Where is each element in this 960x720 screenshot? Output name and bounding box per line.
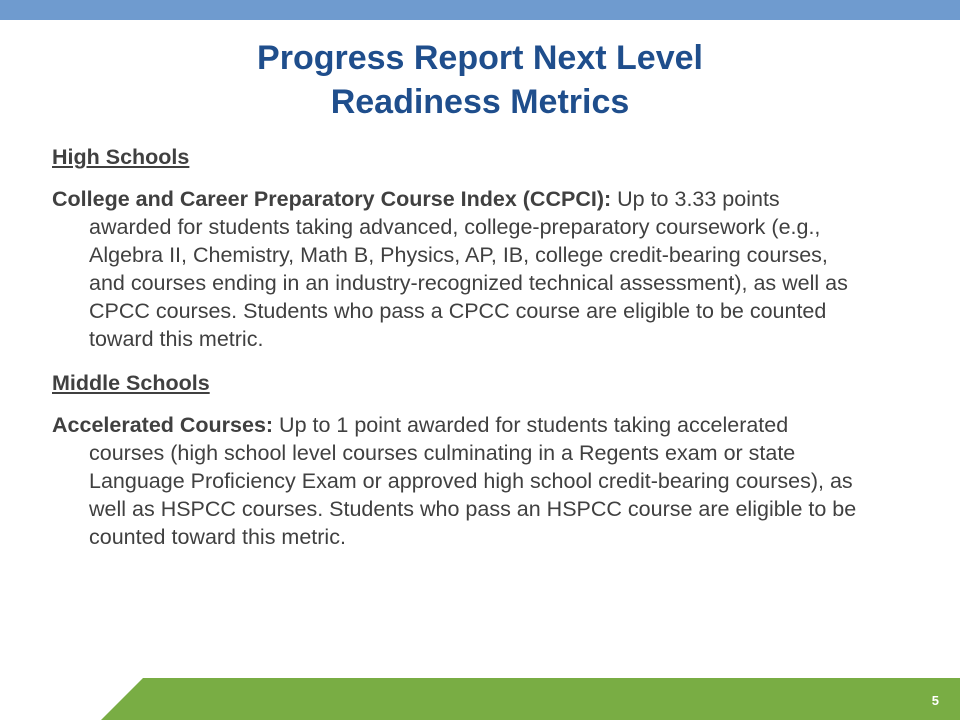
ccpci-description: Up to 3.33 points awarded for students taking advanced, college-preparatory coursework (e.g., Algebra II, Chemistry, Math B, Physics, AP, IB, college credit-bearing courses, and courses ending in an industry-recognized technical assessment), as well as CPCC courses. Students who pass a CPCC course are eligible to be counted toward this metric. [89,187,848,351]
slide-title-line-2: Readiness Metrics [330,83,630,121]
accelerated-courses-paragraph [52,411,860,551]
ccpci-term: College and Career Preparatory Course Index (CCPCI): [52,187,612,211]
slide-body [52,143,860,551]
footer-bar [0,678,960,720]
footer-green-band [0,678,960,720]
section-heading-high-schools: High Schools [52,145,190,169]
top-accent-bar [0,0,960,20]
ccpci-paragraph [52,185,860,353]
accelerated-courses-description: Up to 1 point awarded for students taking accelerated courses (high school level courses culminating in a Regents exam or state Language Proficiency Exam or approved high school credit-bearing courses), as well as HSPCC courses. Students who pass an HSPCC course are eligible to be counted toward this metric. [89,413,857,549]
page-number: 5 [931,693,939,708]
section-heading-middle-schools: Middle Schools [52,371,210,395]
slide-title-line-1: Progress Report Next Level [257,39,703,77]
slide-title [0,36,960,124]
accelerated-courses-term: Accelerated Courses: [52,413,274,437]
